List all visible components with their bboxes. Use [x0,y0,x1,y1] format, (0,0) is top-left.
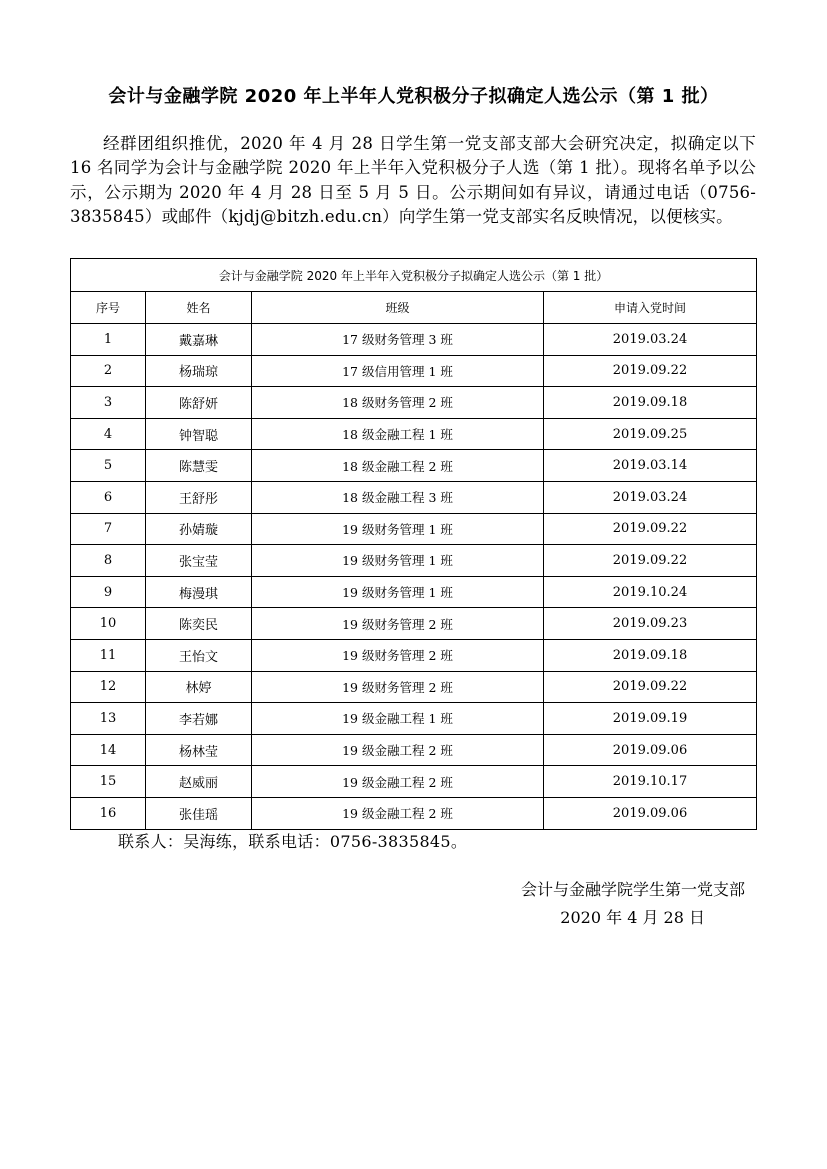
cell-class: 19 级财务管理 1 班 [252,545,544,577]
cell-apply-date: 2019.10.17 [544,766,757,798]
table-caption: 会计与金融学院 2020 年上半年入党积极分子拟确定人选公示（第 1 批） [71,259,757,292]
cell-apply-date: 2019.03.24 [544,481,757,513]
cell-name: 戴嘉琳 [146,324,252,356]
table-body [71,324,757,830]
cell-class: 19 级财务管理 2 班 [252,608,544,640]
cell-name: 赵威丽 [146,766,252,798]
table-row [71,639,757,671]
cell-name: 李若娜 [146,703,252,735]
cell-apply-date: 2019.09.18 [544,387,757,419]
contact-line: 联系人：吴海练，联系电话：0756-3835845。 [118,832,468,851]
cell-index: 10 [71,608,146,640]
cell-class: 17 级信用管理 1 班 [252,355,544,387]
cell-name: 张佳瑶 [146,797,252,829]
cell-name: 孙婧璇 [146,513,252,545]
cell-class: 17 级财务管理 3 班 [252,324,544,356]
cell-index: 9 [71,576,146,608]
candidate-table [70,258,757,830]
signature-block [521,876,745,932]
cell-index: 1 [71,324,146,356]
table-row [71,450,757,482]
cell-apply-date: 2019.09.22 [544,355,757,387]
cell-class: 19 级财务管理 2 班 [252,639,544,671]
cell-name: 王舒彤 [146,481,252,513]
cell-apply-date: 2019.03.24 [544,324,757,356]
cell-index: 2 [71,355,146,387]
cell-class: 18 级财务管理 2 班 [252,387,544,419]
table-row [71,418,757,450]
table-row [71,387,757,419]
table-row [71,545,757,577]
cell-class: 19 级财务管理 1 班 [252,513,544,545]
table-row [71,671,757,703]
cell-apply-date: 2019.09.25 [544,418,757,450]
table-row [71,797,757,829]
table-row [71,355,757,387]
cell-name: 杨林莹 [146,734,252,766]
cell-index: 11 [71,639,146,671]
cell-index: 15 [71,766,146,798]
cell-name: 梅漫琪 [146,576,252,608]
cell-index: 6 [71,481,146,513]
cell-class: 19 级金融工程 2 班 [252,797,544,829]
cell-class: 18 级金融工程 1 班 [252,418,544,450]
page-title: 会计与金融学院 2020 年上半年人党积极分子拟确定人选公示（第 1 批） [108,86,719,107]
cell-name: 陈奕民 [146,608,252,640]
cell-class: 19 级金融工程 2 班 [252,766,544,798]
cell-name: 杨瑞琼 [146,355,252,387]
table-row [71,734,757,766]
cell-class: 18 级金融工程 2 班 [252,450,544,482]
table-row [71,324,757,356]
signature-org: 会计与金融学院学生第一党支部 [520,880,745,899]
table-row [71,481,757,513]
cell-apply-date: 2019.09.23 [544,608,757,640]
column-header-name: 姓名 [146,292,252,324]
cell-apply-date: 2019.10.24 [544,576,757,608]
cell-name: 陈舒妍 [146,387,252,419]
cell-apply-date: 2019.03.14 [544,450,757,482]
cell-index: 7 [71,513,146,545]
cell-index: 16 [71,797,146,829]
cell-apply-date: 2019.09.19 [544,703,757,735]
cell-index: 12 [71,671,146,703]
column-header-apply-date: 申请入党时间 [544,292,757,324]
table-row [71,608,757,640]
table-row [71,576,757,608]
table-row [71,703,757,735]
cell-index: 14 [71,734,146,766]
column-header-class: 班级 [252,292,544,324]
cell-class: 19 级金融工程 2 班 [252,734,544,766]
cell-apply-date: 2019.09.06 [544,734,757,766]
table-header-row [71,292,757,324]
cell-name: 王怡文 [146,639,252,671]
intro-paragraph: 经群团组织推优，2020 年 4 月 28 日学生第一党支部支部大会研究决定，拟确定以下 16 名同学为会计与金融学院 2020 年上半年入党积极分子人选（第 1 批）。现将名单予以公示，公示期为 2020 年 4 月 28 日至 5 月 5 日。公示期间如有异议，请通过电话（0756-3835845）或邮件（kjdj@bitzh.edu.cn）向学生第一党支部实名反映情况，以便核实。 [70,134,756,226]
cell-class: 19 级财务管理 1 班 [252,576,544,608]
cell-apply-date: 2019.09.22 [544,545,757,577]
cell-class: 19 级金融工程 1 班 [252,703,544,735]
table-row [71,513,757,545]
cell-name: 钟智聪 [146,418,252,450]
table-row [71,766,757,798]
cell-index: 8 [71,545,146,577]
cell-index: 4 [71,418,146,450]
cell-apply-date: 2019.09.06 [544,797,757,829]
cell-apply-date: 2019.09.22 [544,671,757,703]
cell-index: 3 [71,387,146,419]
cell-class: 18 级金融工程 3 班 [252,481,544,513]
cell-index: 5 [71,450,146,482]
cell-apply-date: 2019.09.18 [544,639,757,671]
cell-name: 林婷 [146,671,252,703]
cell-class: 19 级财务管理 2 班 [252,671,544,703]
cell-apply-date: 2019.09.22 [544,513,757,545]
cell-name: 陈慧雯 [146,450,252,482]
signature-date: 2020 年 4 月 28 日 [560,908,705,927]
cell-index: 13 [71,703,146,735]
column-header-index: 序号 [71,292,146,324]
cell-name: 张宝莹 [146,545,252,577]
